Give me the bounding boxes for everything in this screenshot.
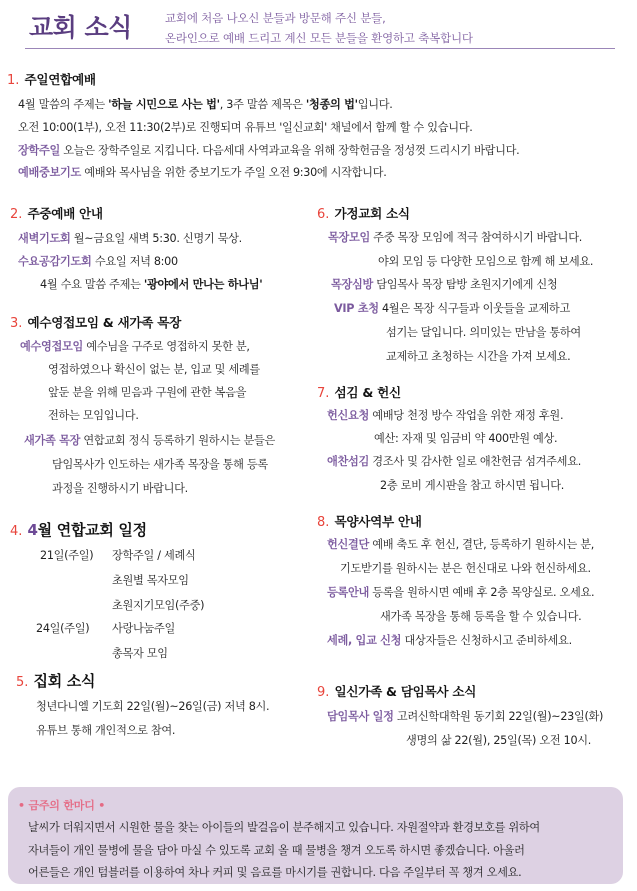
section-6-number: 6. — [317, 207, 330, 222]
s7-text: 경조사 및 감사한 일로 애찬헌금 섬겨주세요. — [369, 455, 581, 468]
s2-keyword-dawn: 새벽기도회 — [18, 232, 71, 245]
section-6-heading — [317, 203, 410, 222]
section-1-number: 1. — [7, 73, 20, 88]
s1-theme: '하늘 시민으로 사는 법' — [108, 98, 220, 111]
section-4-title-month: 4 — [27, 521, 38, 539]
weekly-word-line-3: 어른들은 개인 텀블러를 이용하여 차나 커피 및 음료를 마시기를 권합니다. 다음 주일부터 꼭 챙겨 오세요. — [28, 866, 522, 879]
section-1-line-4 — [18, 164, 386, 180]
schedule-event-2: 초원별 목자모임 — [112, 574, 189, 587]
s1-text: 예배와 목사님을 위한 중보기도가 주일 오전 9:30에 시작합니다. — [81, 166, 387, 179]
section-3-title: 예수영접모임 & 새가족 목장 — [27, 315, 181, 330]
schedule-event-3: 초원지기모임(주중) — [112, 599, 205, 612]
s6-text: 담임목사 목장 탐방 초원지기에게 신청 — [373, 278, 558, 291]
weekly-word-line-2: 자녀들이 개인 물병에 물을 담아 마실 수 있도록 교회 올 때 물병을 챙겨 오도록 하시면 좋겠습니다. 아울러 — [28, 844, 525, 857]
section-6-title: 가정교회 소식 — [334, 206, 410, 221]
section-9-heading — [317, 681, 476, 700]
s8-text: 등록을 원하시면 예배 후 2층 목양실로. 오세요. — [369, 586, 595, 599]
s6-text: 주중 목장 모임에 적극 참여하시기 바랍니다. — [370, 231, 582, 244]
s1-keyword-scholarship: 장학주일 — [18, 144, 61, 157]
section-5-title: 집회 소식 — [33, 672, 96, 690]
s1-text: 오늘은 장학주일로 지킵니다. 다음세대 사역과교육을 위해 장학헌금을 정성껏 드리시기 바랍니다. — [60, 144, 520, 157]
s2-text: 월~금요일 새벽 5:30. 신명기 묵상. — [70, 232, 242, 245]
s2-text: 4월 수요 말씀 주제는 — [40, 278, 144, 291]
s6-keyword-visit: 목장심방 — [331, 278, 374, 291]
section-8-line-2: 기도받기를 원하시는 분은 헌신대로 나와 헌신하세요. — [340, 562, 591, 575]
schedule-date-24: 24일(주일) — [36, 622, 90, 635]
schedule-event-1: 장학주일 / 세례식 — [112, 549, 196, 562]
schedule-date-21: 21일(주일) — [40, 549, 94, 562]
section-7-line-3 — [327, 453, 581, 469]
s7-text: 예배당 천정 방수 작업을 위한 재정 후원. — [369, 409, 564, 422]
schedule-event-5: 총목자 모임 — [112, 647, 168, 660]
s8-keyword-registration: 등록안내 — [327, 586, 370, 599]
weekly-word-line-1: 날씨가 더워지면서 시원한 물을 찾는 아이들의 발걸음이 분주해지고 있습니다. 자원절약과 환경보호를 위하여 — [28, 821, 540, 834]
s1-keyword-prayer: 예배중보기도 — [18, 166, 82, 179]
s8-keyword-baptism: 세례, 입교 신청 — [327, 634, 402, 647]
section-5-heading — [16, 670, 95, 691]
page-title: 교회 소식 — [29, 13, 132, 42]
section-6-line-2: 야외 모임 등 다양한 모임으로 함께 해 보세요. — [378, 255, 594, 268]
section-2-number: 2. — [10, 207, 23, 222]
section-3-heading — [10, 312, 181, 331]
section-3-line-6: 담임목사가 인도하는 새가족 목장을 통해 등록 — [52, 458, 268, 471]
s9-text: 고려신학대학원 동기회 22일(월)~23일(화) — [393, 710, 604, 723]
section-1-line-2: 오전 10:00(1부), 오전 11:30(2부)로 진행되며 유튜브 '일신교회' 채널에서 함께 할 수 있습니다. — [18, 121, 473, 134]
section-8-number: 8. — [317, 515, 330, 530]
section-5-line-2: 유튜브 통해 개인적으로 참여. — [36, 724, 176, 737]
section-6-line-4 — [334, 300, 570, 316]
s6-text: 4월은 목장 식구들과 이웃들을 교제하고 — [378, 302, 570, 315]
section-1-line-3 — [18, 142, 519, 158]
section-7-heading — [317, 382, 401, 401]
section-2-title: 주중예배 안내 — [27, 206, 103, 221]
s2-keyword-wednesday: 수요공감기도회 — [18, 255, 92, 268]
section-9-line-2: 생명의 삶 22(월), 25일(목) 오전 10시. — [406, 734, 592, 747]
section-4-heading — [10, 519, 147, 540]
section-3-number: 3. — [10, 316, 23, 331]
section-7-title: 섬김 & 헌신 — [334, 385, 401, 400]
section-6-line-5: 섬기는 달입니다. 의미있는 만남을 통하여 — [386, 326, 581, 339]
s6-keyword-meeting: 목장모임 — [328, 231, 371, 244]
section-3-line-3: 앞둔 분을 위해 믿음과 구원에 관한 복음을 — [48, 386, 247, 399]
header-welcome-line-2: 온라인으로 예배 드리고 계신 모든 분들을 환영하고 축복합니다 — [165, 31, 473, 45]
section-8-line-4: 새가족 목장을 통해 등록을 할 수 있습니다. — [380, 610, 582, 623]
section-2-line-1 — [18, 230, 242, 246]
section-1-heading — [7, 69, 96, 88]
section-3-line-1 — [20, 338, 250, 354]
weekly-word-title: • 금주의 한마디 • — [18, 799, 106, 812]
s3-keyword-newfamily: 새가족 목장 — [24, 434, 81, 447]
s3-text: 예수님을 구주로 영접하지 못한 분, — [83, 340, 250, 353]
s9-keyword-pastor-schedule: 담임목사 일정 — [327, 710, 394, 723]
s8-text: 예배 축도 후 헌신, 결단, 등록하기 원하시는 분, — [369, 538, 594, 551]
section-3-line-7: 과정을 진행하시기 바랍니다. — [52, 482, 188, 495]
section-5-number: 5. — [16, 675, 29, 690]
s1-sermon-title: '청종의 법' — [305, 98, 358, 111]
s2-theme: '광야에서 만나는 하나님' — [143, 278, 263, 291]
section-9-title: 일신가족 & 담임목사 소식 — [334, 684, 477, 699]
section-6-line-6: 교제하고 초청하는 시간을 가져 보세요. — [386, 350, 571, 363]
header-welcome-line-1: 교회에 처음 나오신 분들과 방문해 주신 분들, — [165, 11, 386, 25]
section-4-number: 4. — [10, 524, 23, 539]
header-divider — [25, 48, 615, 49]
s1-text: 입니다. — [357, 98, 393, 111]
section-7-number: 7. — [317, 386, 330, 401]
section-1-title: 주일연합예배 — [24, 72, 96, 87]
section-9-number: 9. — [317, 685, 330, 700]
section-7-line-1 — [327, 407, 563, 423]
schedule-event-4: 사랑나눔주일 — [112, 622, 176, 635]
section-6-line-1 — [328, 229, 582, 245]
section-2-line-3 — [40, 276, 262, 292]
section-3-line-5 — [24, 432, 275, 448]
s8-text: 대상자들은 신청하시고 준비하세요. — [401, 634, 572, 647]
section-7-line-2: 예산: 자재 및 임금비 약 400만원 예상. — [374, 432, 558, 445]
section-8-line-5 — [327, 632, 572, 648]
section-8-line-3 — [327, 584, 594, 600]
section-3-line-2: 영접하였으나 확신이 없는 분, 입교 및 세례를 — [48, 363, 260, 376]
section-2-heading — [10, 203, 103, 222]
section-1-line-1 — [18, 96, 393, 112]
section-4-title: 월 연합교회 일정 — [37, 521, 147, 539]
section-8-title: 목양사역부 안내 — [334, 514, 422, 529]
section-2-line-2 — [18, 253, 178, 269]
s3-keyword-welcome: 예수영접모임 — [20, 340, 84, 353]
s8-keyword-commitment: 헌신결단 — [327, 538, 370, 551]
s1-text: , 3주 말씀 제목은 — [219, 98, 306, 111]
section-8-line-1 — [327, 536, 594, 552]
section-8-heading — [317, 511, 422, 530]
section-7-line-4: 2층 로비 게시판을 참고 하시면 됩니다. — [380, 479, 564, 492]
s6-keyword-vip: VIP 초청 — [334, 302, 379, 315]
section-3-line-4: 전하는 모임입니다. — [48, 409, 139, 422]
s3-text: 연합교회 정식 등록하기 원하시는 분들은 — [80, 434, 276, 447]
section-9-line-1 — [327, 708, 603, 724]
s7-keyword-serving: 애찬섬김 — [327, 455, 370, 468]
section-5-line-1: 청년다니엘 기도회 22일(월)~26일(금) 저녁 8시. — [36, 700, 270, 713]
s2-text: 수요일 저녁 8:00 — [91, 255, 178, 268]
s7-keyword-offering: 헌신요청 — [327, 409, 370, 422]
s1-text: 4월 말씀의 주제는 — [18, 98, 109, 111]
section-6-line-3 — [331, 276, 557, 292]
